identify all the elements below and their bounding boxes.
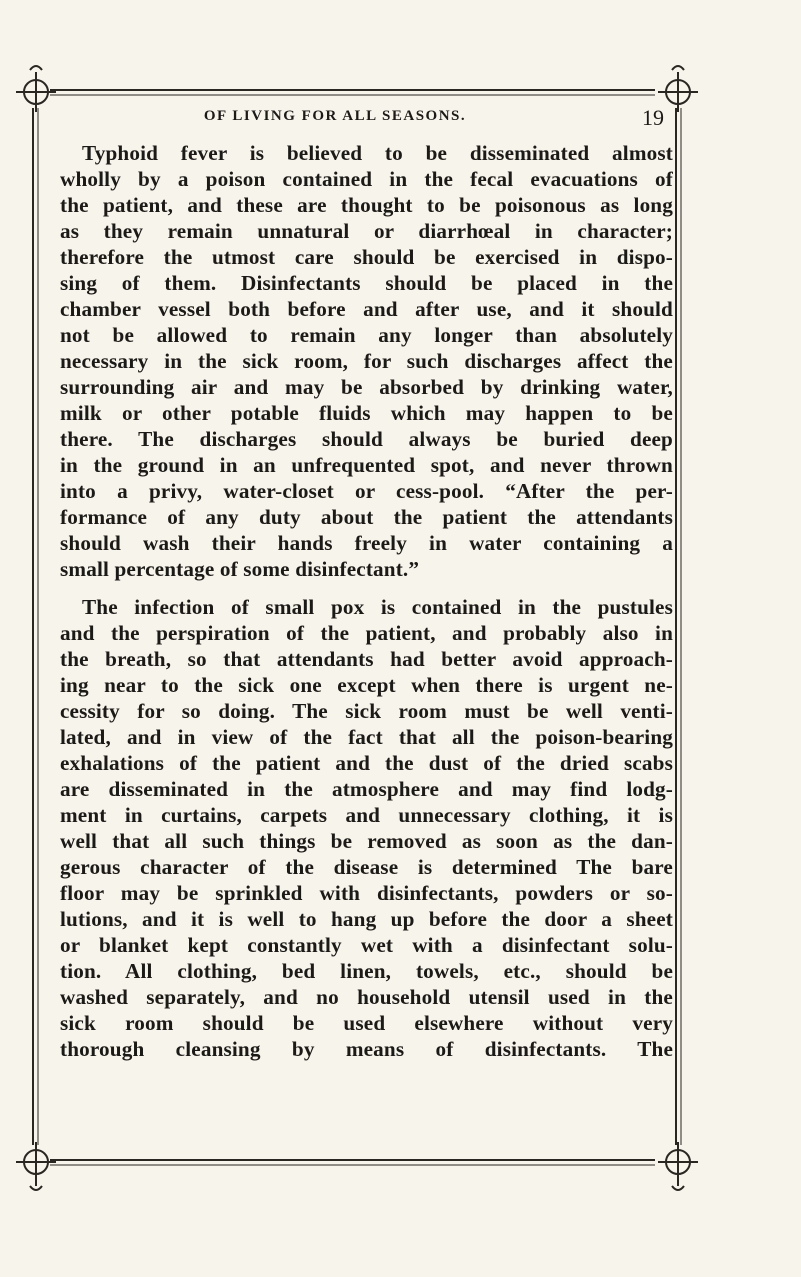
text-line: into a privy, water-closet or cess-pool. “After the per- — [60, 479, 673, 503]
page-number: 19 — [642, 105, 664, 130]
text-line: or blanket kept constantly wet with a disinfectant solu- — [60, 933, 673, 957]
text-line: ing near to the sick one except when there is urgent ne- — [60, 673, 673, 697]
corner-ornament-top-right — [658, 66, 698, 112]
text-line: lated, and in view of the fact that all the poison-bearing — [60, 725, 673, 749]
paragraph-small-pox — [60, 594, 673, 1062]
page-header — [60, 105, 670, 132]
text-line: formance of any duty about the patient the attendants — [60, 505, 673, 529]
text-line: as they remain unnatural or diarrhœal in character; — [60, 219, 673, 243]
text-line: tion. All clothing, bed linen, towels, etc., should be — [60, 959, 673, 983]
text-line: small percentage of some disinfectant.” — [60, 557, 420, 581]
text-line: are disseminated in the atmosphere and may find lodg- — [60, 777, 673, 801]
running-head: OF LIVING FOR ALL SEASONS. — [203, 108, 467, 124]
corner-ornament-bottom-right — [658, 1142, 698, 1190]
text-line: sing of them. Disinfectants should be placed in the — [60, 271, 673, 295]
text-line: milk or other potable fluids which may happen to be — [60, 401, 673, 425]
corner-ornament-bottom-left — [16, 1142, 56, 1190]
text-line: washed separately, and no household utensil used in the — [60, 985, 673, 1009]
text-line: well that all such things be removed as soon as the dan- — [60, 829, 673, 853]
text-line: floor may be sprinkled with disinfectants, powders or so- — [60, 881, 673, 905]
text-line: ment in curtains, carpets and unnecessary clothing, it is — [60, 803, 673, 827]
text-line: surrounding air and may be absorbed by drinking water, — [60, 375, 673, 399]
text-line: Typhoid fever is believed to be disseminated almost — [82, 141, 673, 165]
text-line: the patient, and these are thought to be poisonous as long — [60, 193, 673, 217]
text-line: there. The discharges should always be buried deep — [60, 427, 673, 451]
text-line: should wash their hands freely in water containing a — [60, 531, 673, 555]
text-line: wholly by a poison contained in the fecal evacuations of — [60, 167, 673, 191]
text-line: cessity for so doing. The sick room must be well venti- — [60, 699, 673, 723]
text-line: The infection of small pox is contained in the pustules — [82, 595, 673, 619]
text-line: lutions, and it is well to hang up before the door a sheet — [60, 907, 673, 931]
body-text — [60, 140, 673, 1074]
text-line: in the ground in an unfrequented spot, and never thrown — [60, 453, 673, 477]
text-line: exhalations of the patient and the dust of the dried scabs — [60, 751, 673, 775]
text-line: chamber vessel both before and after use, and it should — [60, 297, 673, 321]
text-line: the breath, so that attendants had better avoid approach- — [60, 647, 673, 671]
text-line: sick room should be used elsewhere without very — [60, 1011, 673, 1035]
paragraph-typhoid — [60, 140, 673, 582]
text-line: necessary in the sick room, for such discharges affect the — [60, 349, 673, 373]
text-line: and the perspiration of the patient, and probably also in — [60, 621, 673, 645]
text-line: therefore the utmost care should be exercised in dispo- — [60, 245, 673, 269]
text-line: gerous character of the disease is determined The bare — [60, 855, 673, 879]
text-line: thorough cleansing by means of disinfectants. The — [60, 1037, 673, 1061]
text-line: not be allowed to remain any longer than absolutely — [60, 323, 673, 347]
